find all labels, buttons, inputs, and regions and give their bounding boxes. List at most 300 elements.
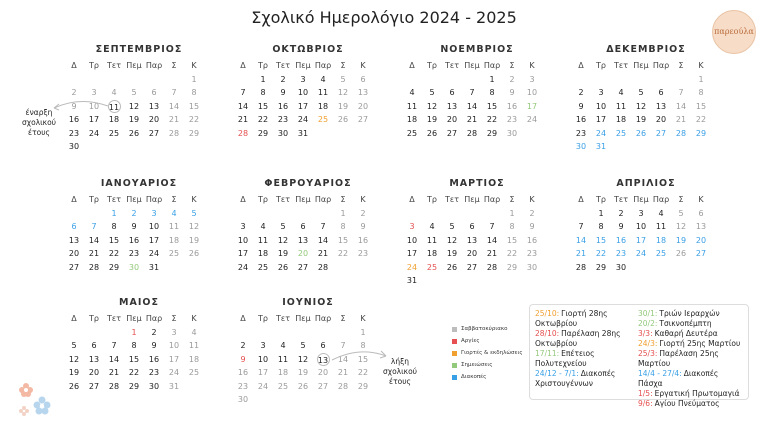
weekday-header xyxy=(571,61,721,73)
weekday-label: Τρ xyxy=(89,61,99,70)
day-cell xyxy=(353,393,373,406)
event-date: 3/3: xyxy=(638,329,653,338)
day-cell: 25 xyxy=(655,249,667,259)
day-cell: 26 xyxy=(128,128,140,138)
day-cell xyxy=(691,261,711,274)
day-cell: 22 xyxy=(486,115,498,125)
day-cell: 16 xyxy=(357,235,369,245)
day-cell xyxy=(184,261,204,274)
day-cell: 18 xyxy=(317,101,329,111)
weekday-label: Σ xyxy=(340,314,346,323)
weekday-label: Πεμ xyxy=(295,61,311,70)
day-cell: 29 xyxy=(357,381,369,391)
day-cell: 4 xyxy=(280,341,286,351)
day-cell xyxy=(144,73,164,86)
weekday-label: Τετ xyxy=(613,61,629,70)
day-cell: 7 xyxy=(240,88,246,98)
legend-label: Αργίες xyxy=(461,338,480,344)
day-cell: 17 xyxy=(148,235,160,245)
start-arrow-icon xyxy=(50,98,110,114)
day-cell: 17 xyxy=(595,115,607,125)
day-cell: 22 xyxy=(695,115,707,125)
day-cell xyxy=(691,140,711,153)
day-cell xyxy=(422,274,442,287)
week-row xyxy=(571,86,721,99)
day-cell xyxy=(184,380,204,393)
day-cell: 6 xyxy=(71,222,77,232)
day-cell: 11 xyxy=(655,222,667,232)
day-cell: 28 xyxy=(168,128,180,138)
weekday-label: Παρ xyxy=(652,61,670,70)
day-cell: 8 xyxy=(598,222,604,232)
weekday-label: Σ xyxy=(509,195,515,204)
day-cell: 13 xyxy=(466,235,478,245)
event-date: 1/5: xyxy=(638,389,653,398)
day-cell: 7 xyxy=(489,222,495,232)
day-cell xyxy=(164,261,184,274)
day-cell: 4 xyxy=(409,88,415,98)
day-cell: 23 xyxy=(237,381,249,391)
day-cell: 23 xyxy=(575,128,587,138)
day-cell: 25 xyxy=(168,249,180,259)
day-cell xyxy=(353,127,373,140)
day-cell: 25 xyxy=(317,115,329,125)
legend-item xyxy=(452,347,532,359)
day-cell xyxy=(144,140,164,153)
day-cell: 8 xyxy=(340,222,346,232)
day-cell: 15 xyxy=(128,354,140,364)
day-cell: 17 xyxy=(168,354,180,364)
week-row xyxy=(233,73,383,86)
day-cell: 3 xyxy=(91,88,97,98)
weekday-label: Δ xyxy=(71,61,77,70)
day-cell: 10 xyxy=(148,222,160,232)
day-cell: 5 xyxy=(638,88,644,98)
day-cell: 12 xyxy=(188,222,200,232)
day-cell: 9 xyxy=(131,222,137,232)
weekday-label: Παρ xyxy=(314,314,332,323)
weekday-label: Τετ xyxy=(613,195,629,204)
day-cell: 12 xyxy=(446,235,458,245)
weekday-label: Κ xyxy=(529,61,535,70)
events-column-right xyxy=(638,309,744,409)
day-cell: 10 xyxy=(297,88,309,98)
day-cell: 9 xyxy=(71,101,77,111)
day-cell: 27 xyxy=(88,381,100,391)
event-text: Παρέλαση 28ης Οκτωβρίου xyxy=(535,329,621,348)
weekday-label: Τρ xyxy=(258,195,268,204)
day-cell: 27 xyxy=(655,128,667,138)
week-row xyxy=(64,261,214,274)
week-row xyxy=(571,127,721,140)
day-cell: 1 xyxy=(509,209,515,218)
day-cell: 15 xyxy=(506,235,518,245)
day-cell: 19 xyxy=(446,249,458,259)
day-cell: 19 xyxy=(277,249,289,259)
weekday-label: Τετ xyxy=(444,61,460,70)
week-row xyxy=(233,127,383,140)
day-cell: 11 xyxy=(257,235,269,245)
day-cell: 7 xyxy=(469,88,475,98)
week-row xyxy=(233,220,383,233)
day-cell: 16 xyxy=(237,368,249,378)
event-text: Γιορτή 28ης Οκτωβρίου xyxy=(535,309,608,328)
day-cell: 11 xyxy=(188,341,200,351)
week-row xyxy=(64,220,214,233)
weekday-label: Κ xyxy=(529,195,535,204)
day-cell: 26 xyxy=(188,249,200,259)
day-cell xyxy=(293,207,313,220)
day-cell: 8 xyxy=(191,88,197,98)
weekday-label: Κ xyxy=(360,195,366,204)
day-cell xyxy=(631,73,651,86)
legend-swatch xyxy=(452,351,457,356)
events-box xyxy=(529,304,749,408)
day-cell xyxy=(571,207,591,220)
day-cell: 18 xyxy=(257,249,269,259)
day-cell: 5 xyxy=(300,341,306,351)
legend-swatch xyxy=(452,327,457,332)
week-row xyxy=(402,100,552,113)
week-row xyxy=(571,73,721,86)
event-item xyxy=(638,339,744,349)
day-cell xyxy=(402,73,422,86)
week-row xyxy=(64,113,214,126)
day-cell: 2 xyxy=(151,328,157,337)
day-cell: 10 xyxy=(88,101,100,111)
day-cell: 5 xyxy=(71,341,77,351)
weekday-label: Σ xyxy=(171,314,177,323)
day-cell: 12 xyxy=(675,222,687,232)
day-cell xyxy=(184,140,204,153)
day-cell: 13 xyxy=(297,235,309,245)
day-cell: 19 xyxy=(128,115,140,125)
day-cell xyxy=(313,127,333,140)
event-text: Παρέλαση 25ης Μαρτίου xyxy=(638,349,719,368)
week-row xyxy=(571,234,721,247)
event-item xyxy=(638,389,744,399)
flower-decoration-icon xyxy=(14,378,58,418)
day-cell xyxy=(104,326,124,339)
week-row xyxy=(64,326,214,339)
day-cell: 16 xyxy=(277,101,289,111)
month-name: ΔΕΚΕΜΒΡΙΟΣ xyxy=(606,44,686,55)
day-cell: 31 xyxy=(297,128,309,138)
day-cell xyxy=(482,207,502,220)
day-cell: 8 xyxy=(260,88,266,98)
day-cell: 13 xyxy=(446,101,458,111)
event-date: 17/11: xyxy=(535,349,560,358)
day-cell: 4 xyxy=(429,222,435,232)
day-cell xyxy=(462,207,482,220)
day-cell: 14 xyxy=(466,101,478,111)
day-cell: 27 xyxy=(695,249,707,259)
day-cell: 31 xyxy=(595,141,607,151)
day-cell xyxy=(611,73,631,86)
day-cell xyxy=(233,326,253,339)
day-cell: 3 xyxy=(151,209,157,218)
day-cell: 18 xyxy=(108,115,120,125)
day-cell xyxy=(84,140,104,153)
day-cell: 21 xyxy=(466,115,478,125)
weekday-label: Πεμ xyxy=(295,195,311,204)
day-cell: 30 xyxy=(148,381,160,391)
day-cell: 22 xyxy=(506,249,518,259)
event-date: 24/12 - 7/1: xyxy=(535,369,579,378)
day-cell: 16 xyxy=(148,354,160,364)
event-date: 30/1: xyxy=(638,309,658,318)
event-item xyxy=(535,369,641,389)
weekday-label: Τετ xyxy=(275,61,291,70)
day-cell: 25 xyxy=(188,368,200,378)
day-cell xyxy=(293,393,313,406)
day-cell xyxy=(104,140,124,153)
day-cell: 16 xyxy=(506,101,518,111)
day-cell xyxy=(402,207,422,220)
month-2 xyxy=(402,44,552,140)
day-cell: 31 xyxy=(168,381,180,391)
day-cell xyxy=(64,73,84,86)
weekday-header xyxy=(64,195,214,207)
day-cell: 15 xyxy=(595,235,607,245)
week-row xyxy=(402,274,552,287)
day-cell: 9 xyxy=(509,88,515,98)
day-cell: 8 xyxy=(489,88,495,98)
event-date: 28/10: xyxy=(535,329,560,338)
day-cell: 29 xyxy=(486,128,498,138)
event-item xyxy=(535,309,641,329)
day-cell: 27 xyxy=(297,262,309,272)
weekday-label: Σ xyxy=(678,195,684,204)
day-cell xyxy=(124,140,144,153)
day-cell xyxy=(233,207,253,220)
day-cell: 13 xyxy=(357,88,369,98)
day-cell xyxy=(164,140,184,153)
event-date: 20/2: xyxy=(638,319,658,328)
day-cell: 29 xyxy=(506,262,518,272)
day-cell: 2 xyxy=(509,75,515,84)
day-cell: 24 xyxy=(595,128,607,138)
day-cell: 3 xyxy=(240,222,246,232)
day-cell xyxy=(502,274,522,287)
month-name: ΜΑΡΤΙΟΣ xyxy=(449,178,505,189)
day-cell: 11 xyxy=(277,354,289,364)
day-cell: 17 xyxy=(406,249,418,259)
day-cell: 24 xyxy=(148,249,160,259)
week-row xyxy=(402,234,552,247)
month-name: ΟΚΤΩΒΡΙΟΣ xyxy=(272,44,344,55)
day-cell: 10 xyxy=(406,235,418,245)
day-cell xyxy=(482,274,502,287)
day-cell: 11 xyxy=(615,101,627,111)
day-cell: 3 xyxy=(171,328,177,337)
events-column-left xyxy=(535,309,641,389)
day-cell: 13 xyxy=(655,101,667,111)
day-cell: 23 xyxy=(615,249,627,259)
day-cell: 19 xyxy=(297,368,309,378)
weekday-label: Παρ xyxy=(314,195,332,204)
day-cell: 20 xyxy=(446,115,458,125)
day-cell: 22 xyxy=(128,368,140,378)
weekday-label: Τετ xyxy=(444,195,460,204)
week-row xyxy=(402,127,552,140)
day-cell: 9 xyxy=(578,101,584,111)
day-cell: 16 xyxy=(526,235,538,245)
day-cell: 15 xyxy=(695,101,707,111)
day-cell: 29 xyxy=(695,128,707,138)
day-cell: 28 xyxy=(486,262,498,272)
day-cell: 19 xyxy=(635,115,647,125)
day-cell: 23 xyxy=(68,128,80,138)
weekday-label: Τρ xyxy=(258,314,268,323)
weekday-label: Σ xyxy=(171,195,177,204)
day-cell: 6 xyxy=(698,209,704,218)
day-cell: 19 xyxy=(68,368,80,378)
week-row xyxy=(402,247,552,260)
day-cell: 15 xyxy=(357,354,369,364)
week-row xyxy=(64,380,214,393)
day-cell: 23 xyxy=(506,115,518,125)
day-cell xyxy=(422,73,442,86)
day-cell: 28 xyxy=(675,128,687,138)
day-cell: 1 xyxy=(131,328,137,337)
weekday-label: Τρ xyxy=(596,195,606,204)
weekday-label: Παρ xyxy=(483,195,501,204)
month-7 xyxy=(571,178,721,274)
day-cell: 5 xyxy=(280,222,286,232)
day-cell: 2 xyxy=(131,209,137,218)
day-cell: 18 xyxy=(406,115,418,125)
day-cell xyxy=(651,73,671,86)
event-item xyxy=(638,399,744,409)
week-row xyxy=(64,339,214,352)
day-cell: 29 xyxy=(257,128,269,138)
day-cell: 9 xyxy=(529,222,535,232)
day-cell: 23 xyxy=(357,249,369,259)
day-cell xyxy=(591,73,611,86)
event-text: Αγίου Πνεύματος xyxy=(654,399,720,408)
day-cell: 21 xyxy=(337,368,349,378)
month-name: ΦΕΒΡΟΥΑΡΙΟΣ xyxy=(264,178,352,189)
weekday-label: Τετ xyxy=(106,61,122,70)
day-cell: 20 xyxy=(655,115,667,125)
day-cell: 22 xyxy=(337,249,349,259)
day-cell: 27 xyxy=(317,381,329,391)
day-cell: 4 xyxy=(260,222,266,232)
day-cell: 20 xyxy=(297,249,309,259)
day-cell: 31 xyxy=(406,275,418,285)
week-row xyxy=(571,247,721,260)
week-row xyxy=(233,207,383,220)
day-cell xyxy=(522,274,542,287)
day-cell xyxy=(313,326,333,339)
weekday-header xyxy=(402,195,552,207)
month-name: ΙΟΥΝΙΟΣ xyxy=(282,297,334,308)
weekday-label: Σ xyxy=(509,61,515,70)
day-cell xyxy=(651,140,671,153)
event-text: Διακοπές Πάσχα xyxy=(638,369,719,388)
day-cell: 30 xyxy=(128,262,140,272)
day-cell xyxy=(353,261,373,274)
day-cell: 25 xyxy=(615,128,627,138)
weekday-label: Παρ xyxy=(652,195,670,204)
weekday-header xyxy=(233,195,383,207)
weekday-header xyxy=(233,61,383,73)
day-cell: 26 xyxy=(297,381,309,391)
day-cell: 14 xyxy=(88,235,100,245)
day-cell: 6 xyxy=(91,341,97,351)
day-cell xyxy=(293,326,313,339)
week-row xyxy=(402,261,552,274)
month-name: ΝΟΕΜΒΡΙΟΣ xyxy=(440,44,514,55)
week-row xyxy=(64,247,214,260)
day-cell: 13 xyxy=(317,353,330,366)
day-cell: 26 xyxy=(277,262,289,272)
day-cell: 21 xyxy=(88,249,100,259)
event-date: 25/10: xyxy=(535,309,560,318)
event-item xyxy=(535,329,641,349)
day-cell: 28 xyxy=(466,128,478,138)
day-cell: 13 xyxy=(695,222,707,232)
day-cell: 17 xyxy=(297,101,309,111)
weekday-label: Παρ xyxy=(314,61,332,70)
weekday-label: Τρ xyxy=(89,314,99,323)
day-cell: 11 xyxy=(317,88,329,98)
day-cell xyxy=(64,207,84,220)
legend xyxy=(452,323,532,383)
day-cell: 15 xyxy=(337,235,349,245)
event-text: Καθαρή Δευτέρα xyxy=(654,329,718,338)
day-cell: 3 xyxy=(409,222,415,232)
day-cell: 18 xyxy=(277,368,289,378)
weekday-header xyxy=(64,61,214,73)
day-cell: 28 xyxy=(575,262,587,272)
weekday-label: Πεμ xyxy=(464,61,480,70)
day-cell xyxy=(104,73,124,86)
day-cell xyxy=(253,207,273,220)
day-cell: 9 xyxy=(280,88,286,98)
day-cell: 10 xyxy=(635,222,647,232)
day-cell: 1 xyxy=(260,75,266,84)
day-cell: 24 xyxy=(88,128,100,138)
weekday-label: Τετ xyxy=(106,195,122,204)
day-cell: 25 xyxy=(426,262,438,272)
day-cell: 9 xyxy=(240,354,246,364)
day-cell: 23 xyxy=(128,249,140,259)
weekday-label: Πεμ xyxy=(126,195,142,204)
month-name: ΑΠΡΙΛΙΟΣ xyxy=(616,178,676,189)
day-cell xyxy=(273,393,293,406)
week-row xyxy=(402,73,552,86)
day-cell: 15 xyxy=(257,101,269,111)
day-cell: 21 xyxy=(237,115,249,125)
legend-swatch xyxy=(452,363,457,368)
week-row xyxy=(571,113,721,126)
day-cell: 20 xyxy=(317,368,329,378)
day-cell xyxy=(611,140,631,153)
day-cell: 7 xyxy=(320,222,326,232)
event-text: Επέτειος Πολυτεχνείου xyxy=(535,349,595,368)
week-row xyxy=(233,393,383,406)
day-cell: 7 xyxy=(111,341,117,351)
weekday-label: Τρ xyxy=(258,61,268,70)
event-item xyxy=(535,349,641,369)
day-cell: 8 xyxy=(698,88,704,98)
day-cell: 5 xyxy=(340,75,346,84)
legend-label: Γιορτές & εκδηλώσεις xyxy=(461,350,523,356)
day-cell: 24 xyxy=(168,368,180,378)
day-cell: 9 xyxy=(618,222,624,232)
